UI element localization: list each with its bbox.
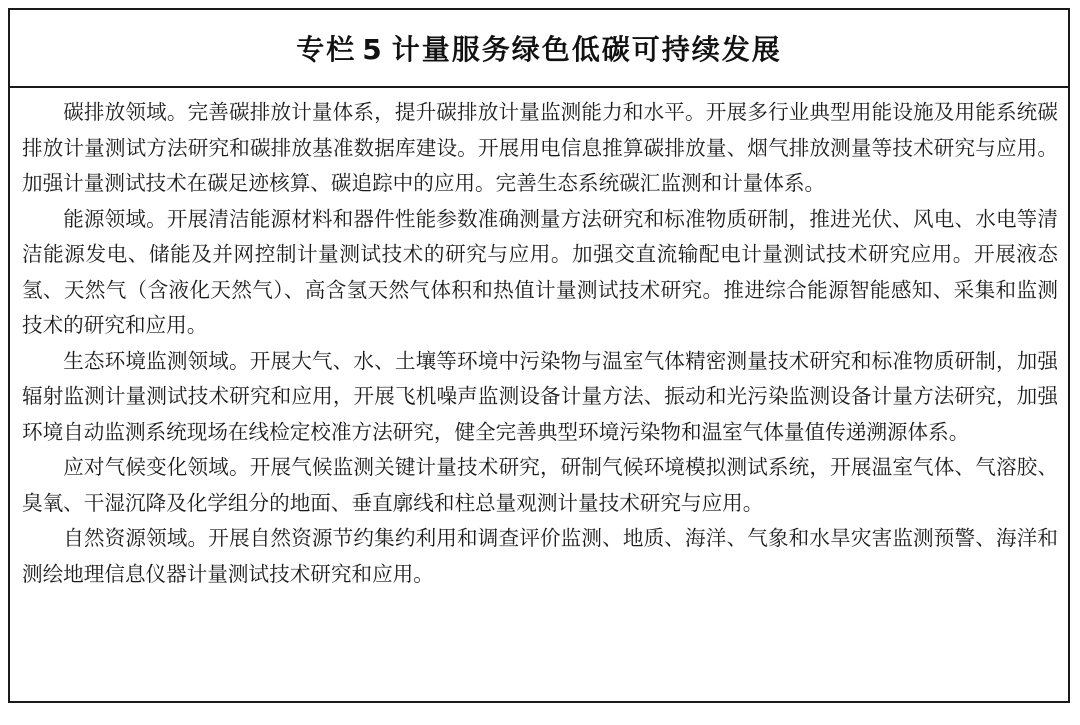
- column-title-prefix: 专栏: [296, 33, 357, 66]
- paragraph-text: 开展自然资源节约集约利用和调查评价监测、地质、海洋、气象和水旱灾害监测预警、海洋和测绘地理信息仪器计量测试技术研究和应用。: [22, 526, 1059, 586]
- column-box: [8, 8, 1070, 703]
- column-title-text: 计量服务绿色低碳可持续发展: [391, 33, 782, 66]
- paragraph-eco-monitoring: [22, 344, 1058, 451]
- column-title: [296, 28, 782, 68]
- paragraph-energy: [22, 202, 1058, 344]
- paragraph-lead: 碳排放领域。: [63, 100, 188, 124]
- paragraph-text: 完善碳排放计量体系，提升碳排放计量监测能力和水平。开展多行业典型用能设施及用能系统碳排放计量测试方法研究和碳排放基准数据库建设。开展用电信息推算碳排放量、烟气排放测量等技术研究与应用。加强计量测试技术在碳足迹核算、碳追踪中的应用。完善生态系统碳汇监测和计量体系。: [22, 100, 1059, 195]
- paragraph-lead: 生态环境监测领域。: [63, 348, 250, 373]
- paragraph-carbon-emissions: [22, 95, 1058, 202]
- paragraph-natural-resources: [22, 521, 1058, 592]
- paragraph-text: 开展气候监测关键计量技术研究，研制气候环境模拟测试系统，开展温室气体、气溶胶、臭氧、干湿沉降及化学组分的地面、垂直廓线和柱总量观测计量技术研究与应用。: [22, 455, 1059, 515]
- paragraph-text: 开展大气、水、土壤等环境中污染物与温室气体精密测量技术研究和标准物质研制，加强辐射监测计量测试技术研究和应用，开展飞机噪声监测设备计量方法、振动和光污染监测设备计量方法研究，加强环境自动监测系统现场在线检定校准方法研究，健全完善典型环境污染物和温室气体量值传递溯源体系。: [22, 348, 1059, 444]
- paragraph-lead: 自然资源领域。: [63, 526, 209, 550]
- paragraph-lead: 应对气候变化领域。: [63, 455, 250, 479]
- paragraph-climate-change: [22, 450, 1058, 521]
- paragraph-text: 开展清洁能源材料和器件性能参数准确测量方法研究和标准物质研制，推进光伏、风电、水电等清洁能源发电、储能及并网控制计量测试技术的研究与应用。加强交直流输配电计量测试技术研究应用。开展液态氢、天然气（含液化天然气）、高含氢天然气体积和热值计量测试技术研究。推进综合能源智能感知、采集和监测技术的研究和应用。: [22, 206, 1058, 337]
- paragraph-lead: 能源领域。: [63, 206, 167, 231]
- column-header: [10, 10, 1068, 88]
- column-title-number: 5: [362, 33, 384, 66]
- column-content: [10, 88, 1068, 592]
